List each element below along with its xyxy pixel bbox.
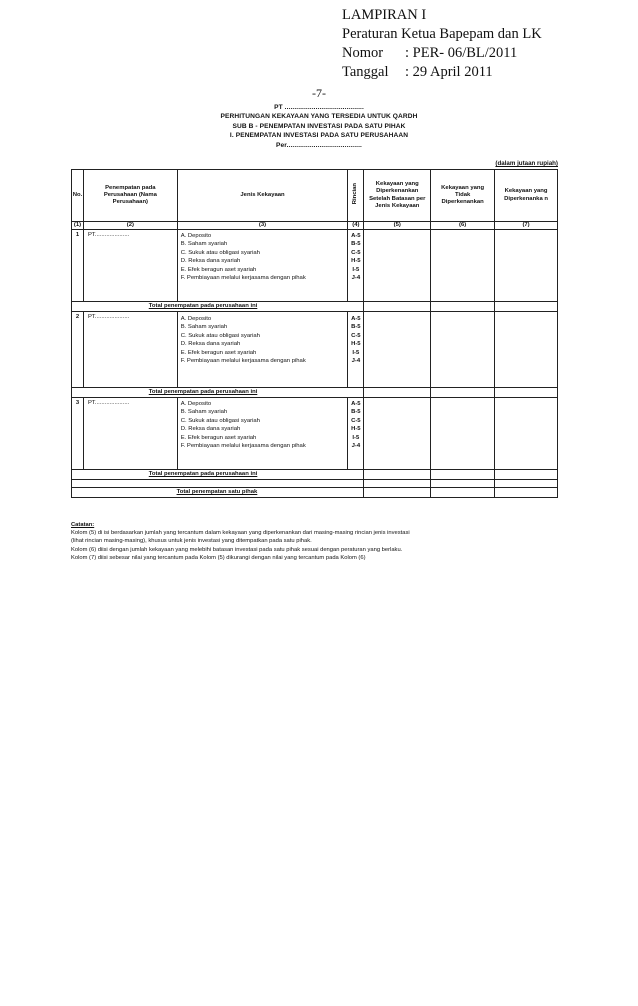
grand-total-col6 (431, 488, 495, 498)
company-name: PT..................... (83, 312, 177, 388)
company-name: PT..................... (83, 230, 177, 302)
cell-col7 (495, 312, 558, 388)
page-number: -7- (312, 86, 326, 100)
cell-col7 (495, 230, 558, 302)
total-col5 (364, 470, 431, 480)
list-item: B. Saham syariah (180, 324, 228, 331)
code-list (348, 230, 364, 302)
header-col5: Kekayaan yang Diperkenankan Setelah Batasan per Jenis Kekayaan (364, 170, 431, 222)
list-item: C. Sukuk atau obligasi syariah (180, 249, 260, 256)
nomor-label: Nomor (342, 45, 384, 61)
list-item: A. Deposito (180, 401, 212, 407)
list-item: B. Saham syariah (180, 241, 228, 248)
total-row (72, 302, 558, 312)
header-col6: Kekayaan yang Tidak Diperkenankan (431, 170, 495, 222)
grand-total-label: Total penempatan satu pihak (72, 488, 364, 498)
colnum-4: (4) (348, 222, 364, 230)
total-label: Total penempatan pada perusahaan ini (72, 470, 364, 480)
list-item: H-5 (351, 426, 361, 433)
total-col6 (431, 470, 495, 480)
list-item: A-5 (351, 401, 361, 407)
total-label: Total penempatan pada perusahaan ini (72, 388, 364, 398)
notes-heading: Catatan: (71, 522, 95, 528)
list-item: J-4 (351, 442, 361, 449)
cell-col5 (364, 398, 431, 470)
unit-note: (dalam jutaan rupiah) (495, 160, 558, 167)
code-list (348, 398, 364, 470)
table-row (72, 230, 558, 302)
tanggal-label: Tanggal (342, 64, 389, 80)
total-col6 (431, 302, 495, 312)
peraturan-title: Peraturan Ketua Bapepam dan LK (342, 26, 542, 42)
title-line-2: SUB B - PENEMPATAN INVESTASI PADA SATU PIHAK (232, 122, 406, 130)
company-name: PT..................... (83, 398, 177, 470)
total-label: Total penempatan pada perusahaan ini (72, 302, 364, 312)
header-penempatan: Penempatan pada Perusahaan (Nama Perusahaan) (83, 170, 177, 222)
table-row (72, 312, 558, 388)
group-no: 3 (72, 398, 84, 470)
colnum-7: (7) (495, 222, 558, 230)
list-item: A. Deposito (180, 316, 212, 322)
cell-col5 (364, 230, 431, 302)
investment-table (71, 169, 558, 498)
list-item: A. Deposito (180, 233, 212, 239)
column-number-row (72, 222, 558, 230)
spacer-row (72, 480, 558, 488)
list-item: C-5 (351, 332, 361, 339)
cell-col5 (364, 312, 431, 388)
group-no: 2 (72, 312, 84, 388)
colnum-3: (3) (177, 222, 348, 230)
title-line-3: I. PENEMPATAN INVESTASI PADA SATU PERUSAHAAN (229, 132, 409, 140)
list-item: I-5 (352, 349, 360, 356)
colnum-2: (2) (83, 222, 177, 230)
list-item: D. Reksa dana syariah (180, 426, 241, 433)
total-col7 (495, 470, 558, 480)
total-col5 (364, 388, 431, 398)
list-item: F. Pembiayaan melalui kerjasama dengan pihak (180, 274, 306, 281)
grand-total-col5 (364, 488, 431, 498)
table-row (72, 398, 558, 470)
list-item: F. Pembiayaan melalui kerjasama dengan pihak (180, 357, 306, 364)
nomor-row (342, 44, 542, 63)
total-col6 (431, 388, 495, 398)
list-item: C-5 (351, 249, 361, 256)
list-item: A-5 (351, 233, 361, 239)
list-item: I-5 (352, 266, 360, 273)
pt-line: PT ......................................... (274, 104, 364, 111)
total-col7 (495, 388, 558, 398)
colnum-6: (6) (431, 222, 495, 230)
list-item: B-5 (351, 409, 361, 416)
tanggal-value: : 29 April 2011 (405, 64, 493, 80)
list-item: E. Efek beragun aset syariah (180, 434, 257, 441)
list-item: I-5 (352, 434, 360, 441)
header-row (72, 170, 558, 222)
list-item: H-5 (351, 258, 361, 265)
title-line-1: PERHITUNGAN KEKAYAAN YANG TERSEDIA UNTUK QARDH (220, 113, 418, 121)
cell-col6 (431, 312, 495, 388)
list-item: A-5 (351, 316, 361, 322)
colnum-5: (5) (364, 222, 431, 230)
list-item: F. Pembiayaan melalui kerjasama dengan pihak (180, 442, 306, 449)
header-rincian-text: Rincian (352, 183, 359, 205)
note-line: Kolom (5) di isi berdasarkan jumlah yang tercantum dalam kekayaan yang diperkenankan dari masing-masing rincian jenis investasi (71, 530, 410, 537)
cell-col6 (431, 398, 495, 470)
grand-total-col7 (495, 488, 558, 498)
total-row (72, 470, 558, 480)
per-line: Per....................................... (276, 141, 362, 149)
total-col5 (364, 302, 431, 312)
item-list (177, 398, 348, 470)
list-item: B-5 (351, 241, 361, 248)
list-item: C. Sukuk atau obligasi syariah (180, 332, 260, 339)
grand-total-row (72, 488, 558, 498)
code-list (348, 312, 364, 388)
header-jenis: Jenis Kekayaan (177, 170, 348, 222)
note-line: Kolom (7) diisi sebesar nilai yang tercantum pada Kolom (5) dikurangi dengan nilai yang tercantum pada Kolom (6) (71, 554, 366, 561)
item-list (177, 230, 348, 302)
header-col7: Kekayaan yang Diperkenanka n (495, 170, 558, 222)
colnum-1: (1) (72, 222, 84, 230)
list-item: C. Sukuk atau obligasi syariah (180, 417, 260, 424)
note-line: Kolom (6) diisi dengan jumlah kekayaan yang melebihi batasan investasi pada satu pihak sesuai dengan peraturan yang berlaku. (71, 546, 403, 553)
list-item: D. Reksa dana syariah (180, 258, 241, 265)
cell-col7 (495, 398, 558, 470)
list-item: B-5 (351, 324, 361, 331)
notes (71, 521, 571, 562)
lampiran-title: LAMPIRAN I (342, 7, 427, 23)
item-list (177, 312, 348, 388)
list-item: C-5 (351, 417, 361, 424)
list-item: D. Reksa dana syariah (180, 341, 241, 348)
form-titles (0, 103, 638, 150)
nomor-value: : PER- 06/BL/2011 (405, 45, 518, 61)
header-rincian (348, 170, 364, 222)
list-item: B. Saham syariah (180, 409, 228, 416)
list-item: J-4 (351, 274, 361, 281)
cell-col6 (431, 230, 495, 302)
list-item: E. Efek beragun aset syariah (180, 266, 257, 273)
note-line: (lihat rincian masing-masing), khusus untuk jenis investasi yang ditempatkan pada satu pihak. (71, 538, 312, 545)
group-no: 1 (72, 230, 84, 302)
lampiran-header (342, 6, 542, 82)
list-item: H-5 (351, 341, 361, 348)
total-col7 (495, 302, 558, 312)
list-item: E. Efek beragun aset syariah (180, 349, 257, 356)
header-no: No. (72, 170, 84, 222)
list-item: J-4 (351, 357, 361, 364)
total-row (72, 388, 558, 398)
tanggal-row (342, 63, 542, 82)
